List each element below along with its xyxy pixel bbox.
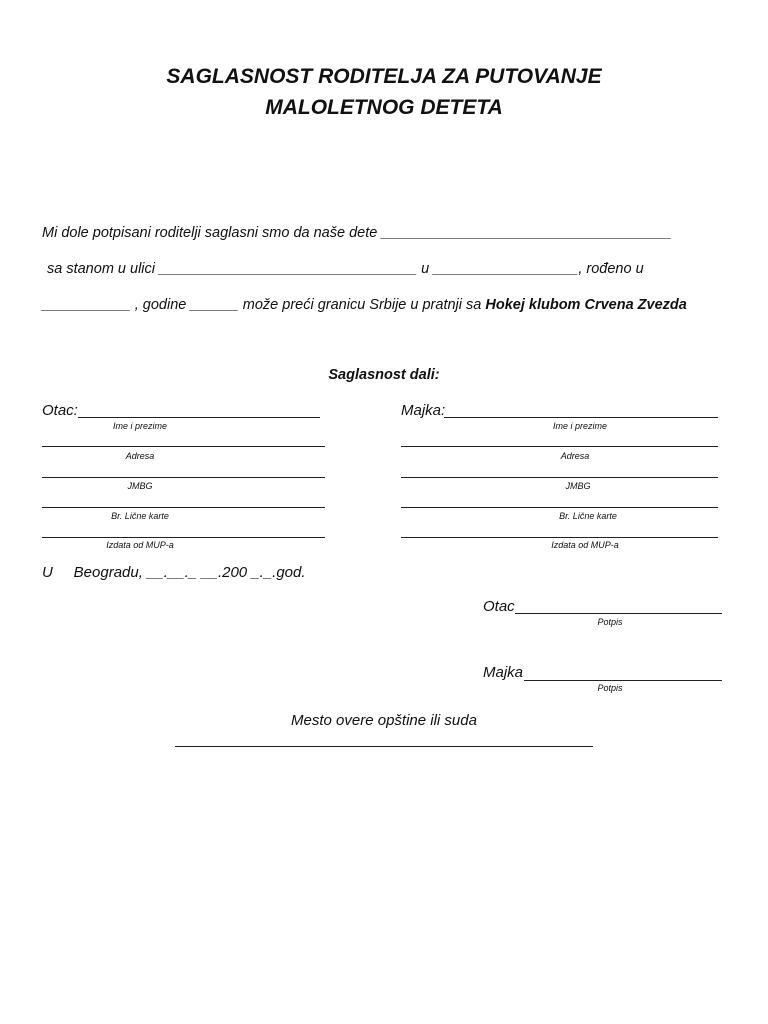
club-name: Hokej klubom Crvena Zvezda xyxy=(485,297,687,313)
document-title-line-2: MALOLETNOG DETETA xyxy=(265,96,503,119)
mother-caption-issued: Izdata od MUP-a xyxy=(551,540,619,550)
paragraph-line-1: Mi dole potpisani roditelji saglasni smo da naše dete ____________________________________ xyxy=(42,225,672,241)
mother-issued-line[interactable] xyxy=(401,537,718,538)
signature-mother-line[interactable] xyxy=(524,680,722,681)
mother-label: Majka: xyxy=(401,402,446,419)
mother-caption-address: Adresa xyxy=(560,451,590,461)
father-caption-address: Adresa xyxy=(125,451,155,461)
paragraph-line-3-text: ___________ , godine ______ može preći granicu Srbije u pratnji sa xyxy=(42,297,486,313)
certification-label: Mesto overe opštine ili suda xyxy=(291,712,477,729)
signature-father-line[interactable] xyxy=(515,613,722,614)
signature-mother-label: Majka xyxy=(483,664,524,681)
father-issued-line[interactable] xyxy=(42,537,325,538)
mother-name-line[interactable] xyxy=(444,417,718,418)
mother-caption-name: Ime i prezime xyxy=(552,421,607,431)
mother-id-line[interactable] xyxy=(401,507,718,508)
consent-heading: Saglasnost dali: xyxy=(328,367,440,383)
father-jmbg-line[interactable] xyxy=(42,477,325,478)
place-date-line: U Beogradu, __.__._ __.200 _._.god. xyxy=(42,564,306,581)
signature-mother-caption: Potpis xyxy=(597,683,623,693)
mother-address-line[interactable] xyxy=(401,446,718,447)
signature-father-label: Otac xyxy=(483,598,515,615)
mother-jmbg-line[interactable] xyxy=(401,477,718,478)
mother-caption-jmbg: JMBG xyxy=(565,481,591,491)
father-id-line[interactable] xyxy=(42,507,325,508)
father-caption-issued: Izdata od MUP-a xyxy=(106,540,174,550)
father-caption-id: Br. Lične karte xyxy=(111,511,169,521)
father-address-line[interactable] xyxy=(42,446,325,447)
mother-caption-id: Br. Lične karte xyxy=(559,511,617,521)
paragraph-line-3 xyxy=(42,297,687,313)
signature-father-caption: Potpis xyxy=(597,617,623,627)
father-caption-name: Ime i prezime xyxy=(112,421,167,431)
father-caption-jmbg: JMBG xyxy=(127,481,153,491)
certification-line[interactable] xyxy=(175,746,593,747)
father-name-line[interactable] xyxy=(78,417,320,418)
father-label: Otac: xyxy=(42,402,78,419)
document-title-line-1: SAGLASNOST RODITELJA ZA PUTOVANJE xyxy=(166,65,602,88)
paragraph-line-2: sa stanom u ulici ________________________________ u __________________, rođeno u xyxy=(47,261,644,277)
